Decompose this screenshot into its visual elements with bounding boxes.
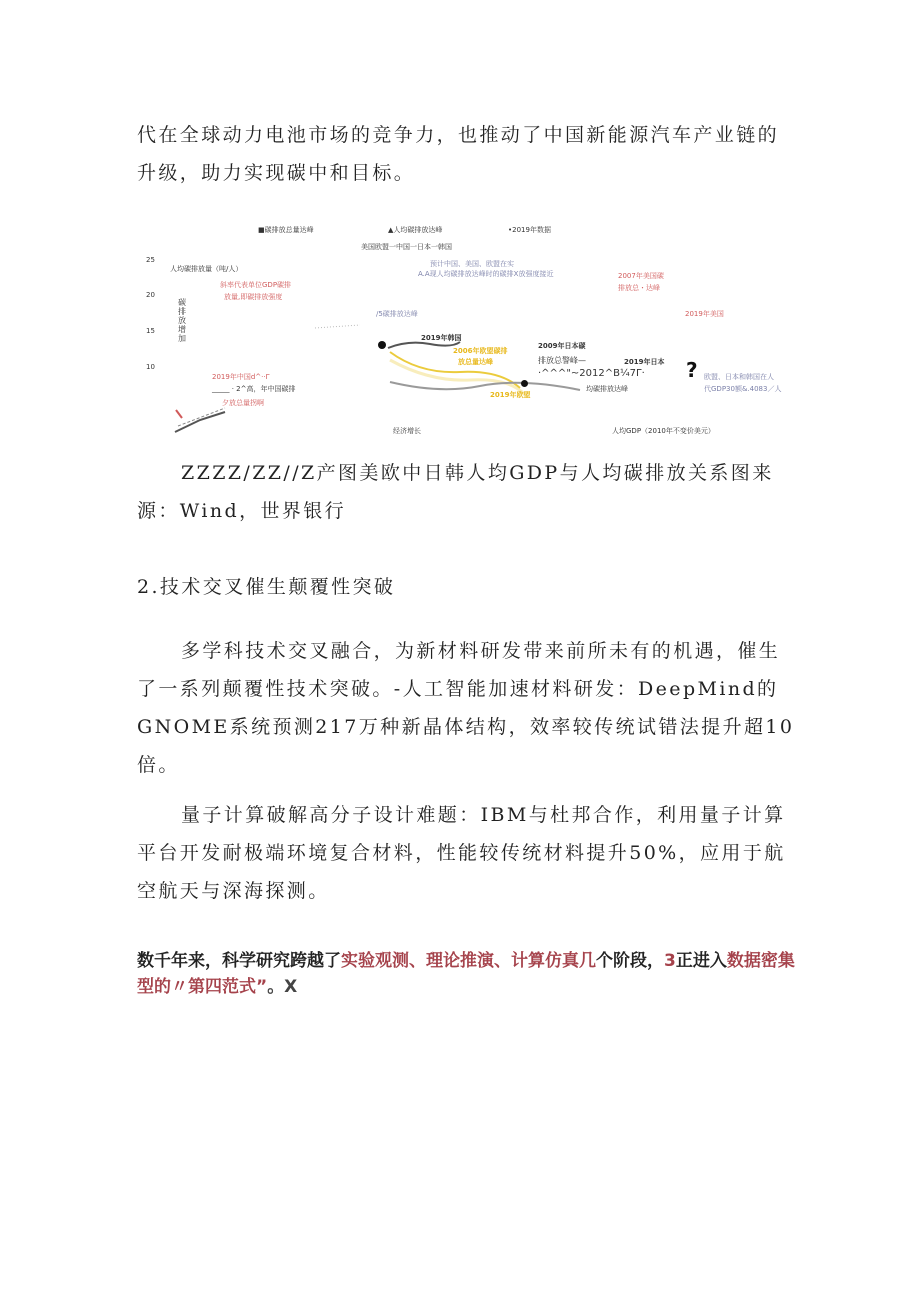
y-tick-10: 10 [146,363,155,371]
eu-2019-dot [521,380,528,387]
china-2019-note-1: 2019年中国d^··Γ [212,373,270,381]
carbon-gdp-chart [140,212,780,444]
footer-text-3: 正进入 [675,951,727,971]
slope-note-2: 放量,即碳排放强度 [224,293,283,301]
eu-japan-korea-note-2: 代GDP30额&.4083／人 [704,385,782,393]
japan-peak-note: 均碳排放达峰 [586,385,628,393]
legend-year-data: •2019年数据 [508,226,551,234]
slope-note-1: 斜率代表单位GDP碳排 [220,281,292,289]
china-2019-note-2: _____ · 2^高，年中国碳排 [212,385,296,393]
eu-2006-note-1: 2006年欧盟碳排 [453,347,508,355]
legend-total-peak: ■碳排放总量达峰 [258,226,314,234]
question-mark: ? [686,358,698,382]
japan-garbled-label: ·^^^"~2012^B¼7Γ· [538,368,645,379]
gray-line [390,382,580,390]
us-2019-note: 2019年美国 [685,310,724,318]
eu-2006-note-2: 放总量达峰 [458,358,493,366]
y-axis-title: 人均碳排放量（吨/人） [170,265,243,273]
footer-text-1: 数千年来，科学研究跨越了 [137,951,341,971]
x-axis-left-label: 经济增长 [393,427,421,435]
section-paragraph-1: 多学科技术交叉融合，为新材料研发带来前所未有的机遇，催生了一系列颠覆性技术突破。-人工智能加速材料研发：DeepMind的GNOME系统预测217万种新晶体结构，效率较传统试错法提升超10倍。 [137,640,795,776]
y-tick-15: 15 [146,327,155,335]
dotted-trend-line [315,325,360,328]
china-2019-note-3: 夕放总量拐啊 [222,399,264,407]
japan-2019-label: 2019年日本 [624,358,665,366]
intro-paragraph: 代在全球动力电池市场的竞争力，也推动了中国新能源汽车产业链的升级，助力实现碳中和目标。 [137,124,780,184]
eu-peak-note: /5碳排放达峰 [376,310,418,318]
footer-highlight-3: 数据密集型的〃第四范式” [137,951,795,997]
footer-text-4: 。X [267,977,298,997]
china-line [175,412,225,432]
china-red-mark [176,410,182,418]
x-axis-right-label: 人均GDP（2010年不变价美元） [612,427,715,435]
legend-countries: 美国欧盟一中国一日本一韩国 [361,243,452,251]
japan-2009-note-2: 排放总警峰— [538,356,586,365]
japan-2009-note-1: 2009年日本碳 [538,342,586,350]
figure-caption: ZZZZ/ZZ//Z产图美欧中日韩人均GDP与人均碳排放关系图来源：Wind，世界银行 [137,462,774,522]
china-dash [178,408,225,426]
y-tick-25: 25 [146,256,155,264]
us-2007-note-1: 2007年美国碳 [618,272,664,280]
eu-japan-korea-note-1: 欧盟、日本和韩国在人 [704,373,774,381]
vertical-label: 碳排放增加 [178,298,186,343]
footer-sentence [137,948,797,1000]
footer-highlight-1: 实验观测、理论推演、计算仿真几 [341,951,596,971]
legend-per-capita-peak: ▲人均碳排放达峰 [388,226,443,234]
footer-text-2: 个阶段， [596,951,664,971]
eu-2019-label: 2019年欧盟 [490,391,531,399]
us-2007-note-2: 排放总・达峰 [618,284,660,292]
y-tick-20: 20 [146,291,155,299]
stat-note-1: 预计中国、美国、欧盟在实 [430,260,514,268]
section-heading: 2.技术交叉催生颠覆性突破 [137,576,396,598]
stat-note-2: A.A现人均碳排放达峰时的碳排X放强度接近 [418,270,554,278]
footer-highlight-2: 3 [664,951,676,971]
korea-2019-label: 2019年韩国 [421,334,462,342]
section-paragraph-2: 量子计算破解高分子设计难题：IBM与杜邦合作，利用量子计算平台开发耐极端环境复合材料，性能较传统材料提升50%，应用于航空航天与深海探测。 [137,804,786,902]
korea-2019-dot [378,341,386,349]
chart-lines [140,212,780,444]
